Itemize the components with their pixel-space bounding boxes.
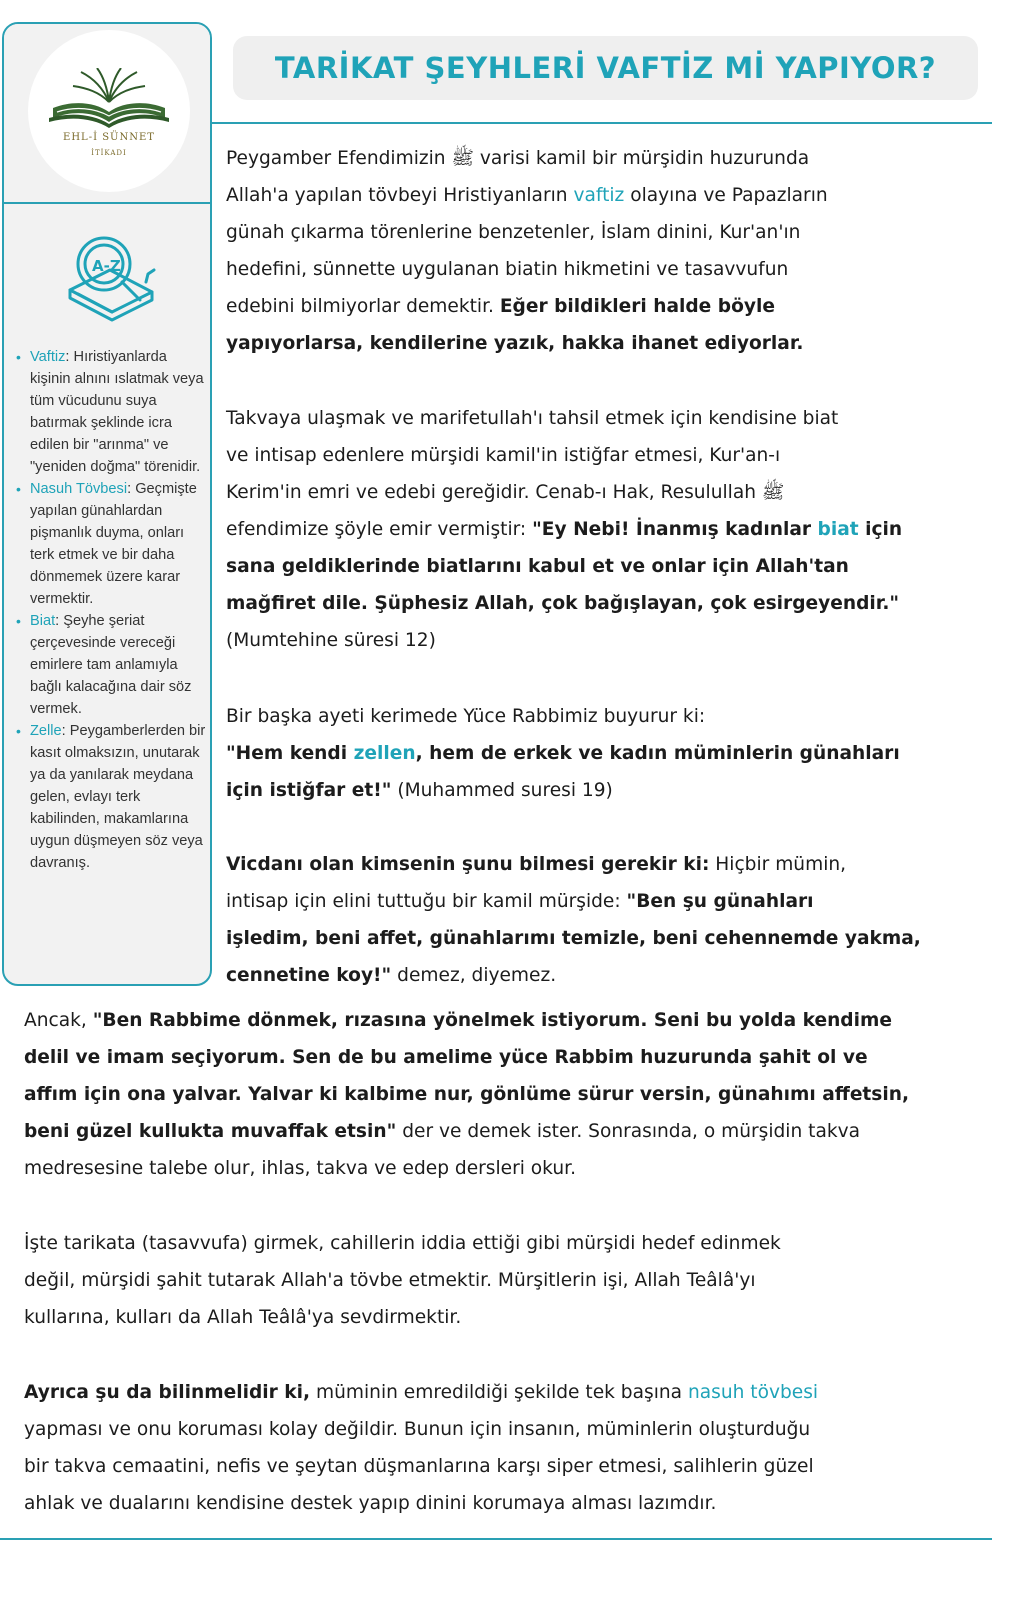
bold-text: yapıyorlarsa, kendilerine yazık, hakka ihanet ediyorlar. [226, 333, 804, 354]
open-book-icon [43, 68, 175, 130]
bold-text: cennetine koy!" [226, 965, 392, 986]
glossary-term: Vaftiz [30, 349, 66, 365]
text-line [226, 622, 986, 659]
paragraph-3 [226, 698, 986, 809]
text: intisap için elini tuttuğu bir kamil mürşide: [226, 891, 627, 912]
glossary-term: Nasuh Tövbesi [30, 481, 128, 497]
glossary-item-nasuh-tovbesi [16, 478, 206, 610]
text: hedefini, sünnette uygulanan biatin hikmetini ve tasavvufun [226, 259, 789, 280]
glossary-term: Zelle [30, 723, 62, 739]
text: medresesine talebe olur, ihlas, takva ve edep dersleri okur. [24, 1158, 577, 1179]
text: Peygamber Efendimizin ﷺ varisi kamil bir mürşidin huzurunda [226, 148, 810, 169]
text-line [226, 140, 986, 177]
citation: (Muhammed suresi 19) [391, 780, 613, 801]
highlight-nasuh-tovbesi: nasuh tövbesi [687, 1382, 819, 1403]
bold-text: beni güzel kullukta muvaffak etsin" [24, 1121, 397, 1142]
text: kullarına, kulları da Allah Teâlâ'ya sevdirmektir. [24, 1307, 462, 1328]
bold-text: için [858, 519, 903, 540]
bold-text: delil ve imam seçiyorum. Sen de bu amelime yüce Rabbim huzurunda şahit ol ve [24, 1047, 868, 1068]
text: Bir başka ayeti kerimede Yüce Rabbimiz buyurur ki: [226, 706, 706, 727]
bold-text: , hem de erkek ve kadın müminlerin günahları [415, 743, 900, 764]
bold-text: sana geldiklerinde biatlarını kabul et ve onlar için Allah'tan [226, 556, 849, 577]
text-line [24, 1374, 984, 1411]
bold-text: işledim, beni affet, günahlarımı temizle, beni cehennemde yakma, [226, 928, 921, 949]
text: demez, diyemez. [391, 965, 557, 986]
paragraph-1 [226, 140, 986, 362]
text-line [24, 1299, 984, 1336]
text: Hiçbir mümin, [709, 854, 847, 875]
bold-text: "Ben şu günahları [626, 891, 814, 912]
text: yapması ve onu koruması kolay değildir. Bunun için insanın, müminlerin oluşturduğu [24, 1419, 811, 1440]
text: edebini bilmiyorlar demektir. [226, 296, 500, 317]
text-line [226, 698, 986, 735]
text-line [226, 920, 986, 957]
text-line [226, 437, 986, 474]
text-line [226, 400, 986, 437]
text-line [24, 1039, 984, 1076]
glossary-definition: Şeyhe şeriat çerçevesinde vereceği emirlere tam anlamıyla bağlı kalacağına dair söz vermek. [30, 613, 192, 717]
az-dictionary-icon [60, 230, 160, 326]
glossary-term: Biat [30, 613, 56, 629]
text-line [24, 1150, 984, 1187]
text-line [24, 1076, 984, 1113]
highlight-biat: biat [817, 519, 859, 540]
text-line [226, 585, 986, 622]
svg-text:A-Z: A-Z [92, 257, 121, 275]
bold-text: "Ey Nebi! İnanmış kadınlar [532, 519, 818, 540]
text: efendimize şöyle emir vermiştir: [226, 519, 533, 540]
paragraph-7 [24, 1374, 984, 1522]
text-line [226, 288, 986, 325]
text: Allah'a yapılan tövbeyi Hristiyanların [226, 185, 574, 206]
text: İşte tarikata (tasavvufa) girmek, cahillerin iddia ettiği gibi mürşidi hedef edinmek [24, 1233, 781, 1254]
text-line [226, 214, 986, 251]
text: Takvaya ulaşmak ve marifetullah'ı tahsil etmek için kendisine biat [226, 408, 839, 429]
text-line [24, 1113, 984, 1150]
text: bir takva cemaatini, nefis ve şeytan düşmanlarına karşı siper etmesi, salihlerin güzel [24, 1456, 814, 1477]
text-line [24, 1448, 984, 1485]
text: ve intisap edenlere mürşidi kamil'in istiğfar etmesi, Kur'an-ı [226, 445, 781, 466]
glossary-item-zelle [16, 720, 206, 874]
text: ahlak ve dualarını kendisine destek yapıp dinini korumaya alması lazımdır. [24, 1493, 717, 1514]
bold-text: mağfiret dile. Şüphesiz Allah, çok bağışlayan, çok esirgeyendir." [226, 593, 900, 614]
text-line [226, 772, 986, 809]
highlight-zellen: zellen [353, 743, 416, 764]
glossary-list [16, 346, 206, 874]
logo [28, 30, 190, 192]
text: değil, mürşidi şahit tutarak Allah'a tövbe etmektir. Mürşitlerin işi, Allah Teâlâ'yı [24, 1270, 756, 1291]
text-line [226, 735, 986, 772]
logo-text-top: EHL-İ SÜNNET [63, 132, 155, 143]
text-line [24, 1411, 984, 1448]
text-line [226, 548, 986, 585]
paragraph-6 [24, 1225, 984, 1336]
citation: (Mumtehine süresi 12) [226, 630, 436, 651]
text-line [226, 474, 986, 511]
logo-zone [4, 24, 210, 202]
glossary-definition: Geçmişte yapılan günahlardan pişmanlık duyma, onları terk etmek ve bir daha dönmemek üzere karar vermektir. [30, 481, 197, 607]
bold-text: affım için ona yalvar. Yalvar ki kalbime nur, gönlüme sürur versin, günahımı affetsin, [24, 1084, 910, 1105]
text: Kerim'in emri ve edebi gereğidir. Cenab-ı Hak, Resulullah ﷺ [226, 482, 785, 503]
sidebar-divider [4, 202, 210, 204]
text-line [24, 1485, 984, 1522]
text-line [24, 1225, 984, 1262]
text-line [226, 846, 986, 883]
bold-text: "Ben Rabbime dönmek, rızasına yönelmek istiyorum. Seni bu yolda kendime [92, 1010, 892, 1031]
glossary-item-vaftiz [16, 346, 206, 478]
text-line [24, 1002, 984, 1039]
text-line [24, 1262, 984, 1299]
bold-text: için istiğfar et!" [226, 780, 392, 801]
bold-text: Ayrıca şu da bilinmelidir ki, [24, 1382, 311, 1403]
text-line [226, 883, 986, 920]
text-line [226, 957, 986, 994]
paragraph-2 [226, 400, 986, 659]
title-box [233, 36, 978, 100]
bottom-rule [0, 1538, 992, 1540]
text-line [226, 511, 986, 548]
text: der ve demek ister. Sonrasında, o mürşidin takva [396, 1121, 861, 1142]
glossary-sep: : [55, 613, 60, 629]
bold-text: Eğer bildikleri halde böyle [499, 296, 775, 317]
glossary-sep: : [127, 481, 132, 497]
text: müminin emredildiği şekilde tek başına [310, 1382, 688, 1403]
glossary-item-biat [16, 610, 206, 720]
text-line [226, 251, 986, 288]
text: olayına ve Papazların [624, 185, 828, 206]
glossary-definition: Hıristiyanlarda kişinin alnını ıslatmak veya tüm vücudunu suya batırmak şeklinde icra edilen bir "arınma" ve "yeniden doğma" törenidir. [30, 349, 204, 475]
text-line [226, 325, 986, 362]
text-line [226, 177, 986, 214]
page-title: TARİKAT ŞEYHLERİ VAFTİZ Mİ YAPIYOR? [274, 51, 937, 85]
text: Ancak, [24, 1010, 93, 1031]
highlight-vaftiz: vaftiz [573, 185, 625, 206]
bold-text: "Hem kendi [226, 743, 354, 764]
title-rule [212, 122, 992, 124]
glossary-definition: Peygamberlerden bir kasıt olmaksızın, unutarak ya da yanılarak meydana gelen, evlayı terk kabilinden, makamlarına uygun düşmeyen söz veya davranış. [30, 723, 206, 871]
text: günah çıkarma törenlerine benzetenler, İslam dinini, Kur'an'ın [226, 222, 801, 243]
logo-text-bottom: İTİKADI [91, 149, 127, 157]
glossary-sep: : [65, 349, 70, 365]
bold-text: Vicdanı olan kimsenin şunu bilmesi gerekir ki: [226, 854, 710, 875]
glossary-sidebar [2, 22, 212, 986]
paragraph-5 [24, 1002, 984, 1187]
paragraph-4 [226, 846, 986, 994]
glossary-sep: : [61, 723, 66, 739]
